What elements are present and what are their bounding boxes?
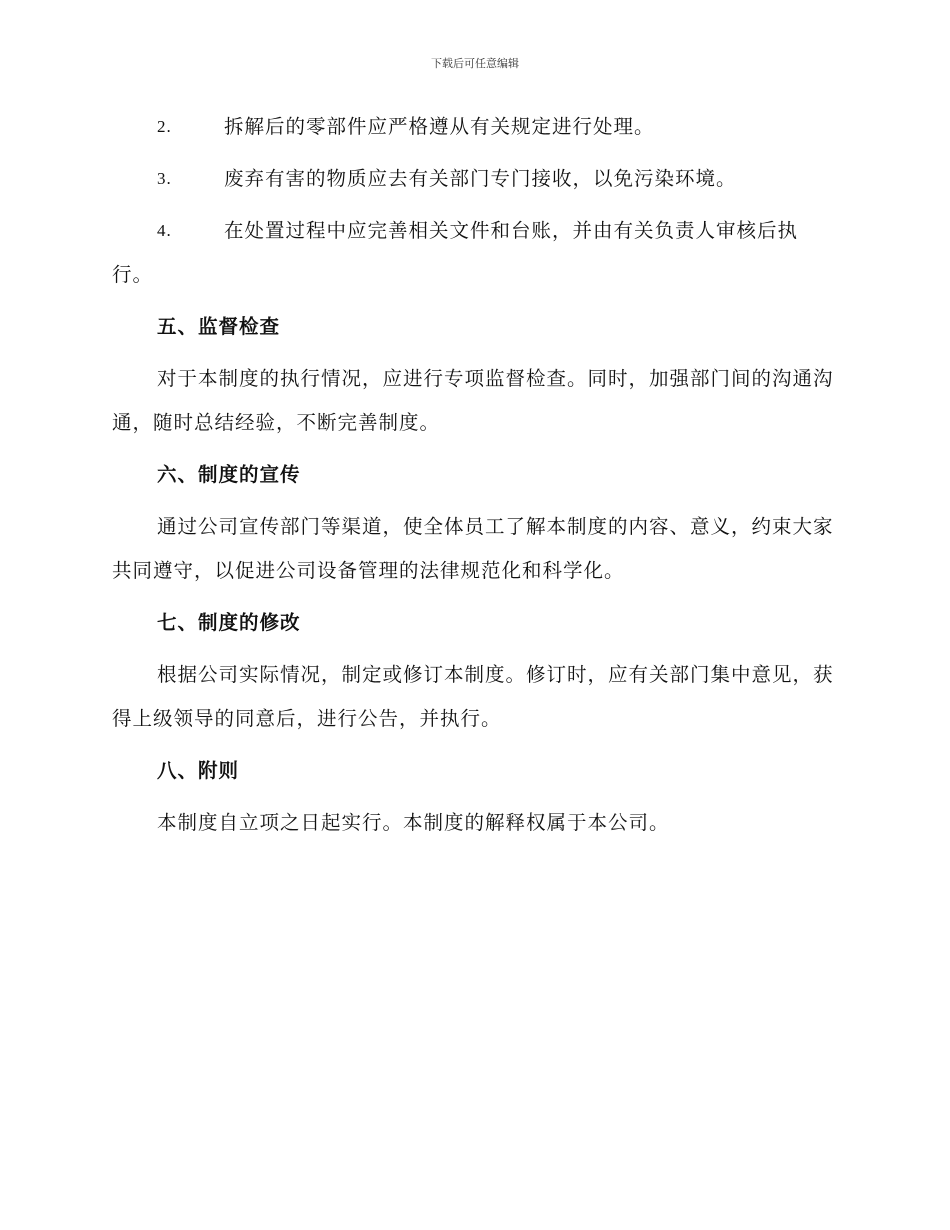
section-heading-supplementary: 八、附则 (157, 759, 240, 782)
list-item (112, 105, 837, 149)
section-heading-publicity: 六、制度的宣传 (157, 463, 301, 486)
list-item (112, 157, 837, 201)
page-header-note: 下载后可任意编辑 (431, 57, 519, 70)
document-body (112, 105, 837, 853)
list-item-text: 废弃有害的物质应去有关部门专门接收，以免污染环境。 (224, 167, 737, 190)
section-body-publicity: 通过公司宣传部门等渠道，使全体员工了解本制度的内容、意义，约束大家共同遵守，以促进公司设备管理的法律规范化和科学化。 (112, 515, 834, 582)
list-item-number: 3. (157, 169, 172, 188)
list-item-text: 拆解后的零部件应严格遵从有关规定进行处理。 (224, 115, 655, 138)
section-body-amendment: 根据公司实际情况，制定或修订本制度。修订时，应有关部门集中意见，获得上级领导的同意后，进行公告，并执行。 (112, 663, 834, 730)
list-item (112, 209, 837, 297)
section-heading-supervision: 五、监督检查 (157, 315, 281, 338)
section-heading-amendment: 七、制度的修改 (157, 611, 301, 634)
list-item-number: 4. (157, 221, 172, 240)
section-body-supervision: 对于本制度的执行情况，应进行专项监督检查。同时，加强部门间的沟通沟通，随时总结经验，不断完善制度。 (112, 367, 834, 434)
list-item-number: 2. (157, 117, 172, 136)
list-item-text: 在处置过程中应完善相关文件和台账，并由有关负责人审核后执行。 (112, 219, 799, 286)
section-body-supplementary: 本制度自立项之日起实行。本制度的解释权属于本公司。 (157, 811, 670, 834)
